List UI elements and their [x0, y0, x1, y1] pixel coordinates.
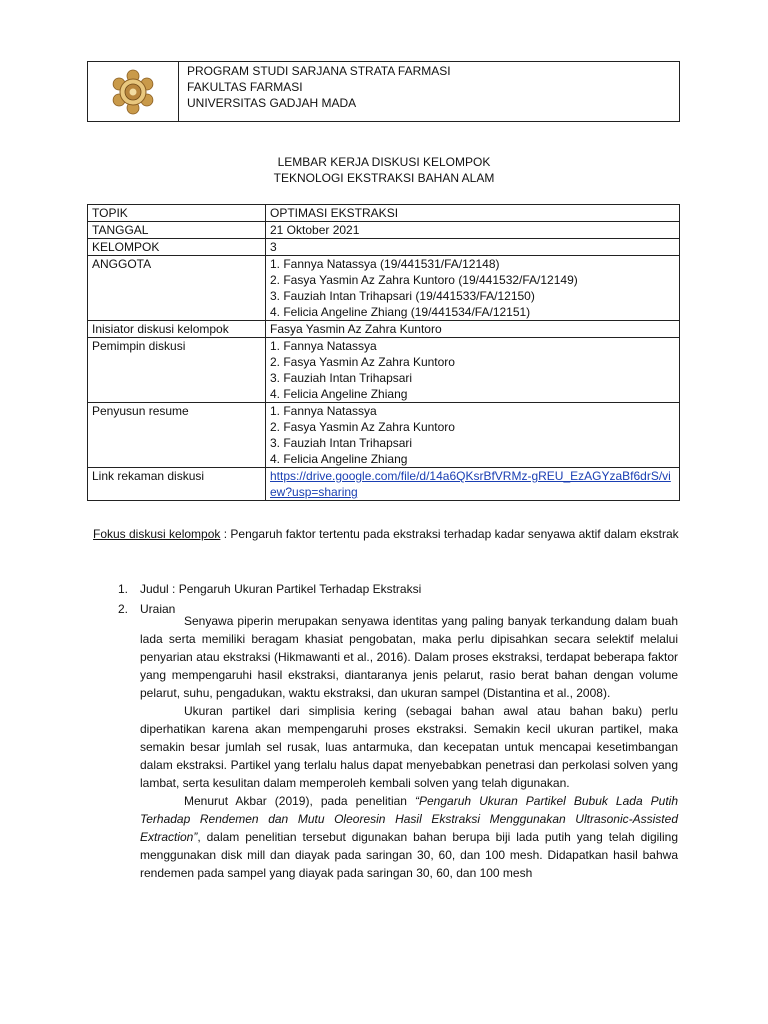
- row-anggota: [88, 256, 680, 321]
- kelompok-value: 3: [266, 239, 680, 256]
- kelompok-label: KELOMPOK: [88, 239, 266, 256]
- paragraph-2: Ukuran partikel dari simplisia kering (sebagai bahan awal atau bahan baku) perlu diperhatikan karena akan mempengaruhi proses ekstraksi. Semakin kecil ukuran partikel, maka semakin besar jumlah sel rusak, luas antarmuka, dan kecepatan untuk mencapai kesetimbangan dalam ekstraksi. Partikel yang terlalu halus dapat menyebabkan penetrasi dan perkolasi solven yang lambat, serta kesulitan dalam memperoleh kembali solven yang telah digunakan.: [140, 704, 678, 790]
- inisiator-label: Inisiator diskusi kelompok: [88, 321, 266, 338]
- focus-paragraph: [93, 525, 683, 543]
- row-link: [88, 468, 680, 501]
- title-line-2: TEKNOLOGI EKSTRAKSI BAHAN ALAM: [273, 171, 495, 185]
- institution-cell: [179, 62, 451, 121]
- logo-cell: [88, 62, 179, 121]
- paragraph-1: Senyawa piperin merupakan senyawa identitas yang paling banyak terkandung dalam buah lada serta memiliki beragam khasiat pengobatan, maka perlu dipisahkan secara selektif melalui penyarian atau ekstraksi (Hikmawanti et al., 2016). Dalam proses ekstraksi, terdapat beberapa faktor yang mempengaruhi hasil ekstraksi, diantaranya jenis pelarut, rasio berat bahan dengan volume pelarut, suhu, pengadukan, waktu ekstraksi, dan ukuran sampel (Distantina et al., 2008).: [140, 614, 678, 700]
- topik-label: TOPIK: [88, 205, 266, 222]
- focus-text: Pengaruh faktor tertentu pada ekstraksi terhadap kadar senyawa aktif dalam ekstrak: [230, 527, 679, 541]
- row-topik: [88, 205, 680, 222]
- penyusun-item: 3. Fauziah Intan Trihapsari: [270, 436, 413, 450]
- inisiator-value: Fasya Yasmin Az Zahra Kuntoro: [266, 321, 680, 338]
- tanggal-label: TANGGAL: [88, 222, 266, 239]
- penyusun-item: 1. Fannya Natassya: [270, 404, 377, 418]
- university-seal-icon: [110, 69, 156, 115]
- info-table: [87, 204, 680, 501]
- penyusun-item: 2. Fasya Yasmin Az Zahra Kuntoro: [270, 420, 455, 434]
- faculty-name: FAKULTAS FARMASI: [187, 80, 303, 94]
- row-penyusun: [88, 403, 680, 468]
- link-cell: [266, 468, 680, 501]
- focus-label: Fokus diskusi kelompok: [93, 527, 221, 541]
- anggota-label: ANGGOTA: [88, 256, 266, 321]
- link-label: Link rekaman diskusi: [88, 468, 266, 501]
- list-text: Judul : Pengaruh Ukuran Partikel Terhadap Ekstraksi: [140, 582, 422, 596]
- penyusun-item: 4. Felicia Angeline Zhiang: [270, 452, 408, 466]
- list-number: 2.: [118, 602, 129, 616]
- row-pemimpin: [88, 338, 680, 403]
- anggota-item: 3. Fauziah Intan Trihapsari (19/441533/FA/12150): [270, 289, 535, 303]
- pemimpin-item: 1. Fannya Natassya: [270, 339, 377, 353]
- cited-title: “Pengaruh Ukuran Partikel Bubuk Lada Putih Terhadap Rendemen dan Mutu Oleoresin Hasil Ekstraksi Menggunakan Ultrasonic-Assisted Extraction”: [140, 794, 679, 844]
- anggota-item: 2. Fasya Yasmin Az Zahra Kuntoro (19/441532/FA/12149): [270, 273, 578, 287]
- pemimpin-label: Pemimpin diskusi: [88, 338, 266, 403]
- paragraph-3-rest: , dalam penelitian tersebut digunakan bahan berupa biji lada putih yang telah digiling menggunakan disk mill dan diayak pada saringan 30, 60, dan 100 mesh. Didapatkan hasil bahwa rendemen pada sampel yang diayak pada saringan 30, 60, dan 100 mesh: [140, 830, 678, 880]
- pemimpin-value: [266, 338, 680, 403]
- document-title: [0, 154, 768, 186]
- body-text: [140, 612, 678, 882]
- recording-link[interactable]: https://drive.google.com/file/d/14a6QKsrBfVRMz-gREU_EzAGYzaBf6drS/view?usp=sharing: [270, 469, 671, 499]
- pemimpin-item: 2. Fasya Yasmin Az Zahra Kuntoro: [270, 355, 455, 369]
- list-text: Uraian: [140, 602, 176, 616]
- paragraph-3-intro: Menurut Akbar (2019), pada penelitian: [184, 794, 415, 808]
- row-tanggal: [88, 222, 680, 239]
- anggota-value: [266, 256, 680, 321]
- list-item: [118, 580, 678, 598]
- university-name: UNIVERSITAS GADJAH MADA: [187, 96, 357, 110]
- pemimpin-item: 3. Fauziah Intan Trihapsari: [270, 371, 413, 385]
- anggota-item: 1. Fannya Natassya (19/441531/FA/12148): [270, 257, 500, 271]
- tanggal-value: 21 Oktober 2021: [266, 222, 680, 239]
- penyusun-value: [266, 403, 680, 468]
- list-number: 1.: [118, 582, 129, 596]
- pemimpin-item: 4. Felicia Angeline Zhiang: [270, 387, 408, 401]
- penyusun-label: Penyusun resume: [88, 403, 266, 468]
- row-kelompok: [88, 239, 680, 256]
- title-line-1: LEMBAR KERJA DISKUSI KELOMPOK: [277, 155, 491, 169]
- row-inisiator: [88, 321, 680, 338]
- focus-separator: :: [220, 527, 231, 541]
- header-box: [87, 61, 680, 122]
- program-name: PROGRAM STUDI SARJANA STRATA FARMASI: [187, 64, 451, 78]
- anggota-item: 4. Felicia Angeline Zhiang (19/441534/FA/12151): [270, 305, 531, 319]
- paragraph-3: [140, 792, 678, 882]
- topik-value: OPTIMASI EKSTRAKSI: [266, 205, 680, 222]
